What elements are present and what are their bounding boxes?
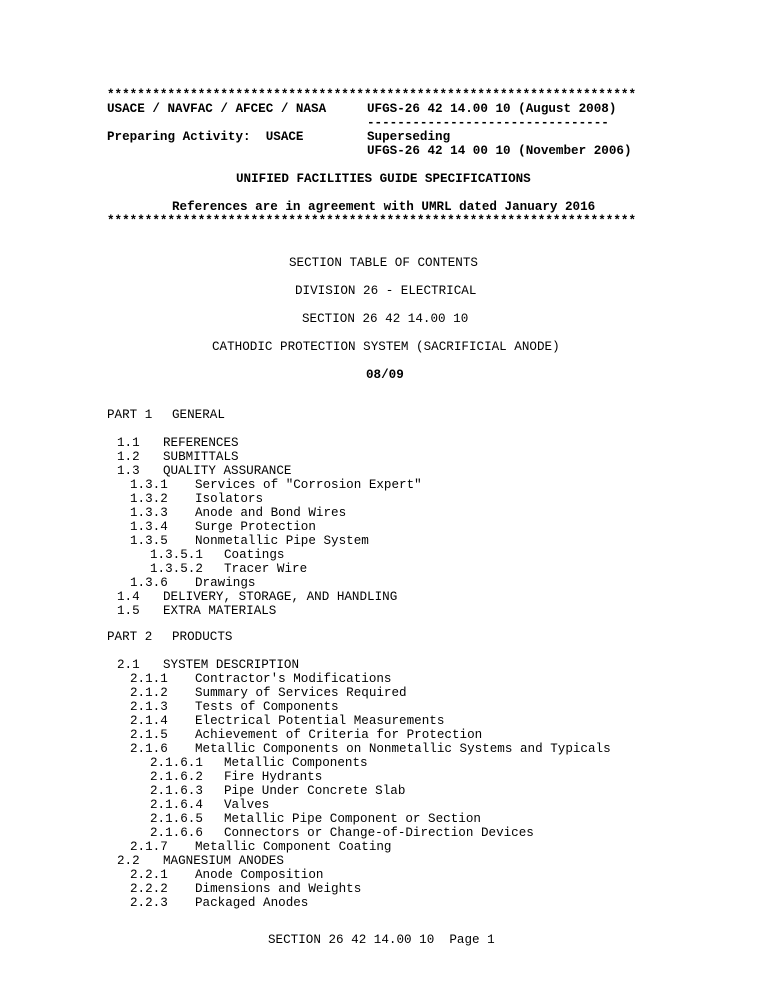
toc-title: MAGNESIUM ANODES — [163, 854, 284, 868]
toc-item — [150, 770, 323, 784]
toc-title: EXTRA MATERIALS — [163, 604, 277, 618]
header-stars-bottom: ********************************************************************** — [107, 214, 637, 228]
toc-part — [107, 630, 233, 644]
superseding-label: Superseding — [367, 130, 451, 144]
toc-num: 1.4 — [117, 590, 140, 604]
guide-title: UNIFIED FACILITIES GUIDE SPECIFICATIONS — [236, 172, 531, 186]
toc-title: Metallic Components — [224, 756, 368, 770]
toc-title: Anode Composition — [195, 868, 324, 882]
toc-num: 2.1.6.2 — [150, 770, 203, 784]
toc-num: 1.5 — [117, 604, 140, 618]
toc-item — [130, 868, 324, 882]
toc-num: 1.1 — [117, 436, 140, 450]
toc-num: 2.1.6 — [130, 742, 168, 756]
toc-num: 1.3.1 — [130, 478, 168, 492]
toc-title: Services of "Corrosion Expert" — [195, 478, 422, 492]
header-stars-top: ********************************************************************** — [107, 88, 637, 102]
division-title: DIVISION 26 - ELECTRICAL — [295, 284, 477, 298]
toc-num: 2.1.6.5 — [150, 812, 203, 826]
toc-num: 2.1.6.4 — [150, 798, 203, 812]
toc-num: 1.3.2 — [130, 492, 168, 506]
section-date: 08/09 — [366, 368, 404, 382]
toc-title: Drawings — [195, 576, 256, 590]
toc-item — [130, 534, 369, 548]
umrl-note: References are in agreement with UMRL dated January 2016 — [172, 200, 596, 214]
toc-title: Connectors or Change-of-Direction Devices — [224, 826, 534, 840]
toc-item — [117, 590, 398, 604]
toc-num: 2.2 — [117, 854, 140, 868]
toc-num: 2.1.4 — [130, 714, 168, 728]
toc-item — [117, 436, 239, 450]
toc-item — [150, 812, 481, 826]
toc-item — [150, 798, 270, 812]
toc-title: DELIVERY, STORAGE, AND HANDLING — [163, 590, 398, 604]
toc-item — [130, 700, 339, 714]
toc-item — [130, 896, 309, 910]
toc-title: GENERAL — [172, 408, 225, 422]
toc-item — [130, 492, 264, 506]
toc-num: 1.3.4 — [130, 520, 168, 534]
toc-title: Tests of Components — [195, 700, 339, 714]
toc-num: 2.2.1 — [130, 868, 168, 882]
toc-title: Metallic Components on Nonmetallic Systems and Typicals — [195, 742, 611, 756]
toc-item — [130, 520, 316, 534]
toc-num: 2.1.5 — [130, 728, 168, 742]
toc-num: 2.2.3 — [130, 896, 168, 910]
toc-num: 1.2 — [117, 450, 140, 464]
toc-item — [130, 714, 445, 728]
toc-title: SYSTEM DESCRIPTION — [163, 658, 300, 672]
toc-num: PART 2 — [107, 630, 153, 644]
toc-num: 1.3.3 — [130, 506, 168, 520]
toc-item — [130, 840, 392, 854]
toc-num: 2.1.6.6 — [150, 826, 203, 840]
toc-num: 2.1.2 — [130, 686, 168, 700]
page-footer: SECTION 26 42 14.00 10 Page 1 — [268, 933, 495, 947]
toc-title: Fire Hydrants — [224, 770, 323, 784]
toc-title: Anode and Bond Wires — [195, 506, 347, 520]
section-number: SECTION 26 42 14.00 10 — [302, 312, 469, 326]
toc-num: 1.3.6 — [130, 576, 168, 590]
toc-item — [130, 882, 362, 896]
toc-num: 2.1.1 — [130, 672, 168, 686]
toc-item — [130, 506, 347, 520]
toc-num: 1.3.5.1 — [150, 548, 203, 562]
toc-title: Electrical Potential Measurements — [195, 714, 445, 728]
toc-item — [130, 576, 256, 590]
system-title: CATHODIC PROTECTION SYSTEM (SACRIFICIAL ANODE) — [212, 340, 560, 354]
toc-item — [130, 742, 611, 756]
toc-title: Dimensions and Weights — [195, 882, 362, 896]
preparing-activity: Preparing Activity: USACE — [107, 130, 304, 144]
toc-item — [117, 450, 239, 464]
toc-title: SUBMITTALS — [163, 450, 239, 464]
toc-item — [130, 672, 392, 686]
toc-num: 1.3 — [117, 464, 140, 478]
toc-num: 2.1.7 — [130, 840, 168, 854]
toc-title: REFERENCES — [163, 436, 239, 450]
toc-title: Summary of Services Required — [195, 686, 407, 700]
toc-item — [150, 756, 368, 770]
superseded-spec: UFGS-26 42 14 00 10 (November 2006) — [367, 144, 632, 158]
toc-title: Metallic Component Coating — [195, 840, 392, 854]
toc-part — [107, 408, 225, 422]
toc-num: 2.1.6.1 — [150, 756, 203, 770]
toc-title: QUALITY ASSURANCE — [163, 464, 292, 478]
toc-num: 2.2.2 — [130, 882, 168, 896]
toc-item — [150, 826, 534, 840]
toc-heading: SECTION TABLE OF CONTENTS — [289, 256, 478, 270]
toc-title: Tracer Wire — [224, 562, 308, 576]
toc-num: 2.1 — [117, 658, 140, 672]
toc-item — [117, 604, 277, 618]
toc-title: PRODUCTS — [172, 630, 233, 644]
toc-item — [150, 548, 285, 562]
spec-id: UFGS-26 42 14.00 10 (August 2008) — [367, 102, 617, 116]
toc-title: Surge Protection — [195, 520, 316, 534]
toc-title: Packaged Anodes — [195, 896, 309, 910]
toc-title: Metallic Pipe Component or Section — [224, 812, 481, 826]
toc-num: 1.3.5 — [130, 534, 168, 548]
toc-num: 2.1.3 — [130, 700, 168, 714]
toc-item — [130, 686, 407, 700]
toc-num: 2.1.6.3 — [150, 784, 203, 798]
toc-title: Isolators — [195, 492, 264, 506]
agency-list: USACE / NAVFAC / AFCEC / NASA — [107, 102, 327, 116]
toc-item — [117, 464, 292, 478]
toc-title: Achievement of Criteria for Protection — [195, 728, 483, 742]
spec-id-rule: -------------------------------- — [367, 116, 609, 130]
toc-item — [130, 478, 422, 492]
toc-num: PART 1 — [107, 408, 153, 422]
toc-num: 1.3.5.2 — [150, 562, 203, 576]
toc-title: Coatings — [224, 548, 285, 562]
toc-item — [117, 854, 284, 868]
toc-item — [117, 658, 300, 672]
toc-item — [150, 784, 406, 798]
toc-title: Nonmetallic Pipe System — [195, 534, 369, 548]
toc-item — [130, 728, 483, 742]
toc-title: Valves — [224, 798, 270, 812]
toc-title: Pipe Under Concrete Slab — [224, 784, 406, 798]
toc-title: Contractor's Modifications — [195, 672, 392, 686]
toc-item — [150, 562, 308, 576]
